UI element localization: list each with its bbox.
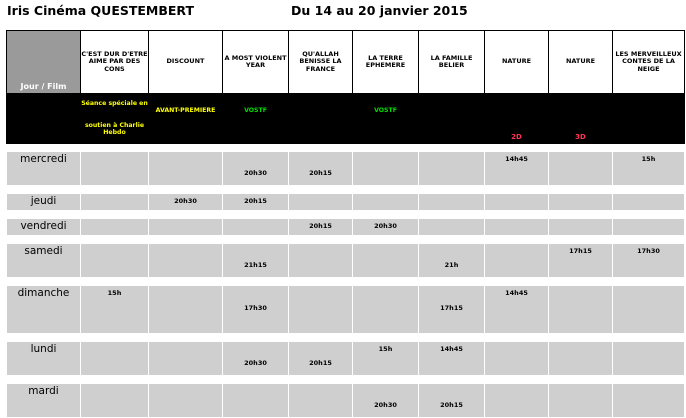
separator-cell: [353, 334, 419, 342]
showtime-cell: [419, 286, 485, 334]
info-cell: [353, 94, 419, 144]
showtime-cell: [81, 244, 149, 278]
showtime-cell: [485, 384, 549, 418]
showtime-cell: [485, 219, 549, 236]
showtime-cell: [419, 384, 485, 418]
separator-cell: [223, 236, 289, 244]
film-title: LA TERRE EPHEMERE: [353, 31, 419, 94]
showtime: 15h: [378, 345, 393, 353]
showtime-cell: [223, 194, 289, 211]
showtime-cell: [289, 342, 353, 376]
separator-cell: [7, 334, 81, 342]
showtime: [289, 300, 352, 328]
showtime: [613, 166, 684, 180]
showtime: 17h15: [569, 247, 592, 255]
showtime: 20h15: [244, 197, 267, 205]
showtime: 21h15: [244, 261, 267, 269]
showtime: [81, 342, 148, 356]
separator-cell: [419, 376, 485, 384]
row-separator: [7, 144, 685, 152]
showtime: [485, 219, 548, 233]
showtime: 20h30: [244, 359, 267, 367]
day-row-samedi: [7, 244, 685, 278]
separator-cell: [7, 211, 81, 219]
showtime-cell: [353, 286, 419, 334]
film-header-row: [7, 31, 685, 94]
showtime: [149, 166, 222, 180]
showtime: [485, 166, 548, 180]
showtime: [549, 166, 612, 180]
separator-cell: [353, 186, 419, 194]
showtime: [149, 342, 222, 356]
info-cell: [613, 94, 685, 144]
day-name: samedi: [7, 244, 81, 278]
day-row-mardi: [7, 384, 685, 418]
showtime-cell: [419, 219, 485, 236]
showtime: [485, 300, 548, 328]
showtime: [289, 152, 352, 166]
showtime: [81, 244, 148, 258]
showtime: [419, 286, 484, 300]
showtime-cell: [613, 286, 685, 334]
showtime: 17h30: [637, 247, 660, 255]
separator-cell: [549, 236, 613, 244]
separator-cell: [485, 236, 549, 244]
separator-cell: [419, 334, 485, 342]
showtime-cell: [549, 152, 613, 186]
day-row-dimanche: [7, 286, 685, 334]
separator-cell: [223, 144, 289, 152]
showtime: [613, 286, 684, 300]
showtime: [485, 384, 548, 398]
separator-cell: [81, 186, 149, 194]
showtime-cell: [81, 219, 149, 236]
special-line-2: soutien à Charlie Hebdo: [84, 122, 145, 136]
showtime: [613, 384, 684, 398]
separator-cell: [549, 376, 613, 384]
showtime: [549, 219, 612, 233]
showtime: [223, 219, 288, 233]
corner-label: Jour / Film: [7, 31, 81, 94]
showtime-cell: [81, 384, 149, 418]
day-name: vendredi: [7, 219, 81, 236]
showtime-cell: [223, 384, 289, 418]
showtime-cell: [353, 342, 419, 376]
separator-cell: [353, 236, 419, 244]
separator-cell: [223, 186, 289, 194]
separator-cell: [613, 236, 685, 244]
showtime-cell: [223, 152, 289, 186]
separator-cell: [81, 334, 149, 342]
film-title: LES MERVEILLEUX CONTES DE LA NEIGE: [613, 31, 685, 94]
vostf-badge: VOSTF: [244, 107, 267, 114]
showtime-cell: [289, 219, 353, 236]
showtime-cell: [149, 219, 223, 236]
separator-cell: [81, 236, 149, 244]
showtime-cell: [289, 152, 353, 186]
showtime: [223, 286, 288, 300]
showtime-cell: [549, 194, 613, 211]
separator-cell: [289, 144, 353, 152]
showtime-cell: [223, 286, 289, 334]
showtime: 14h45: [440, 345, 463, 353]
showtime: 15h: [107, 289, 122, 297]
separator-cell: [419, 236, 485, 244]
day-name: lundi: [7, 342, 81, 376]
separator-cell: [549, 211, 613, 219]
showtime: [149, 356, 222, 370]
showtime: [485, 342, 548, 356]
showtime: 20h30: [374, 401, 397, 409]
separator-cell: [149, 186, 223, 194]
separator-cell: [7, 186, 81, 194]
showtime: 20h15: [309, 222, 332, 230]
film-title: C'EST DUR D'ETRE AIME PAR DES CONS: [81, 31, 149, 94]
showtime: [419, 152, 484, 166]
showtime: [485, 244, 548, 258]
showtime: [613, 342, 684, 356]
showtime: [353, 194, 418, 208]
showtime-cell: [419, 342, 485, 376]
showtime: [549, 258, 612, 272]
showtime: [223, 384, 288, 398]
separator-cell: [289, 211, 353, 219]
showtime-cell: [81, 286, 149, 334]
separator-cell: [7, 376, 81, 384]
showtime: [613, 300, 684, 328]
showtime: [81, 166, 148, 180]
showtime: [289, 342, 352, 356]
day-row-lundi: [7, 342, 685, 376]
showtime: 17h15: [440, 304, 463, 312]
showtime: [81, 194, 148, 208]
row-separator: [7, 236, 685, 244]
separator-cell: [149, 211, 223, 219]
separator-cell: [81, 211, 149, 219]
showtime-cell: [485, 152, 549, 186]
showtime: [149, 244, 222, 258]
showtime-cell: [419, 244, 485, 278]
info-cell-empty: [7, 94, 81, 144]
showtime: [289, 258, 352, 272]
showtime-cell: [419, 152, 485, 186]
showtime-cell: [613, 152, 685, 186]
showtime: [289, 194, 352, 208]
showtime: 20h30: [374, 222, 397, 230]
showtime-cell: [549, 219, 613, 236]
separator-cell: [419, 211, 485, 219]
showtime: [149, 152, 222, 166]
separator-cell: [149, 144, 223, 152]
day-name: jeudi: [7, 194, 81, 211]
schedule-table: [6, 30, 685, 418]
day-row-jeudi: [7, 194, 685, 211]
showtime: [485, 356, 548, 370]
showtime: 20h30: [244, 169, 267, 177]
showtime-cell: [549, 286, 613, 334]
info-cell: [289, 94, 353, 144]
showtime: [353, 384, 418, 398]
showtime-cell: [81, 152, 149, 186]
vostf-badge: VOSTF: [374, 107, 397, 114]
separator-cell: [289, 334, 353, 342]
separator-cell: [7, 236, 81, 244]
separator-cell: [289, 376, 353, 384]
showtime-cell: [613, 219, 685, 236]
showtime: 15h: [641, 155, 656, 163]
showtime: [353, 286, 418, 300]
showtime-cell: [149, 342, 223, 376]
showtime: [613, 258, 684, 272]
showtime-cell: [419, 194, 485, 211]
showtime: [613, 219, 684, 233]
separator-cell: [353, 278, 419, 286]
showtime-cell: [353, 384, 419, 418]
showtime: [353, 300, 418, 328]
showtime: [419, 166, 484, 180]
day-name: mardi: [7, 384, 81, 418]
showtime: [419, 244, 484, 258]
showtime-cell: [149, 384, 223, 418]
showtime: [149, 286, 222, 300]
separator-cell: [223, 334, 289, 342]
showtime: [549, 300, 612, 328]
film-info-row: [7, 94, 685, 144]
showtime-cell: [81, 194, 149, 211]
row-separator: [7, 334, 685, 342]
showtime: [353, 152, 418, 166]
film-title: QU'ALLAH BENISSE LA FRANCE: [289, 31, 353, 94]
showtime: [419, 219, 484, 233]
showtime: [81, 219, 148, 233]
showtime: [549, 286, 612, 300]
separator-cell: [613, 211, 685, 219]
separator-cell: [613, 278, 685, 286]
showtime-cell: [149, 286, 223, 334]
showtime-cell: [549, 342, 613, 376]
showtime-cell: [289, 286, 353, 334]
showtime-cell: [289, 194, 353, 211]
separator-cell: [485, 186, 549, 194]
showtime: [289, 244, 352, 258]
info-cell: [419, 94, 485, 144]
showtime: [485, 258, 548, 272]
showtime: 14h45: [505, 155, 528, 163]
separator-cell: [419, 278, 485, 286]
showtime: [353, 356, 418, 370]
film-title: DISCOUNT: [149, 31, 223, 94]
showtime-cell: [549, 244, 613, 278]
showtime: [549, 194, 612, 208]
separator-cell: [7, 144, 81, 152]
showtime-cell: [149, 194, 223, 211]
row-separator: [7, 211, 685, 219]
showtime-cell: [353, 244, 419, 278]
showtime-cell: [549, 384, 613, 418]
showtime-cell: [149, 244, 223, 278]
showtime: [485, 194, 548, 208]
showtime-cell: [613, 244, 685, 278]
date-range: Du 14 au 20 janvier 2015: [291, 3, 468, 18]
separator-cell: [289, 278, 353, 286]
separator-cell: [549, 334, 613, 342]
showtime: 20h15: [440, 401, 463, 409]
separator-cell: [613, 334, 685, 342]
day-name: dimanche: [7, 286, 81, 334]
showtime: [549, 398, 612, 412]
showtime-cell: [223, 244, 289, 278]
showtime: [613, 356, 684, 370]
info-cell: [81, 94, 149, 144]
info-cell: [149, 94, 223, 144]
separator-cell: [419, 186, 485, 194]
showtime: [353, 166, 418, 180]
separator-cell: [353, 144, 419, 152]
row-separator: [7, 376, 685, 384]
separator-cell: [81, 278, 149, 286]
showtime: [149, 219, 222, 233]
separator-cell: [613, 144, 685, 152]
showtime: [81, 152, 148, 166]
showtime-cell: [149, 152, 223, 186]
showtime: [289, 398, 352, 412]
showtime-cell: [81, 342, 149, 376]
showtime-cell: [289, 384, 353, 418]
showtime-cell: [223, 219, 289, 236]
showtime: [289, 286, 352, 300]
showtime: [549, 356, 612, 370]
showtime: 20h30: [174, 197, 197, 205]
showtime-cell: [223, 342, 289, 376]
separator-cell: [149, 376, 223, 384]
showtime: [149, 384, 222, 398]
separator-cell: [549, 144, 613, 152]
separator-cell: [149, 236, 223, 244]
showtime: [485, 398, 548, 412]
showtime: 14h45: [505, 289, 528, 297]
showtime: [419, 356, 484, 370]
separator-cell: [223, 211, 289, 219]
separator-cell: [149, 278, 223, 286]
showtime: 17h30: [244, 304, 267, 312]
cinema-name: Iris Cinéma QUESTEMBERT: [7, 3, 195, 18]
separator-cell: [7, 278, 81, 286]
separator-cell: [81, 376, 149, 384]
showtime: [223, 342, 288, 356]
separator-cell: [149, 334, 223, 342]
separator-cell: [613, 186, 685, 194]
showtime-cell: [289, 244, 353, 278]
separator-cell: [289, 186, 353, 194]
row-separator: [7, 186, 685, 194]
info-cell: [223, 94, 289, 144]
separator-cell: [419, 144, 485, 152]
separator-cell: [485, 144, 549, 152]
showtime: [81, 384, 148, 398]
film-title: A MOST VIOLENT YEAR: [223, 31, 289, 94]
showtime-cell: [485, 342, 549, 376]
showtime: 20h15: [309, 169, 332, 177]
showtime: [289, 384, 352, 398]
info-cell: [549, 94, 613, 144]
showtime-cell: [485, 194, 549, 211]
showtime: [149, 258, 222, 272]
3d-badge: 3D: [575, 133, 586, 141]
showtime: [549, 384, 612, 398]
showtime: [223, 244, 288, 258]
showtime-cell: [613, 384, 685, 418]
day-row-vendredi: [7, 219, 685, 236]
separator-cell: [81, 144, 149, 152]
showtime: [419, 194, 484, 208]
showtime: 20h15: [309, 359, 332, 367]
showtime-cell: [353, 219, 419, 236]
showtime: [223, 152, 288, 166]
separator-cell: [613, 376, 685, 384]
showtime: [81, 356, 148, 370]
showtime-cell: [485, 286, 549, 334]
showtime: [81, 300, 148, 328]
separator-cell: [223, 376, 289, 384]
separator-cell: [485, 376, 549, 384]
separator-cell: [549, 186, 613, 194]
separator-cell: [289, 236, 353, 244]
showtime: 21h: [444, 261, 459, 269]
showtime: [549, 152, 612, 166]
showtime: [419, 384, 484, 398]
showtime: [223, 398, 288, 412]
2d-badge: 2D: [511, 133, 522, 141]
special-screening-note: [81, 100, 148, 136]
showtime: [149, 300, 222, 328]
row-separator: [7, 278, 685, 286]
showtime-cell: [485, 244, 549, 278]
separator-cell: [223, 278, 289, 286]
showtime: [613, 194, 684, 208]
showtime-cell: [353, 152, 419, 186]
day-name: mercredi: [7, 152, 81, 186]
showtime: [353, 244, 418, 258]
separator-cell: [485, 211, 549, 219]
film-title: LA FAMILLE BELIER: [419, 31, 485, 94]
special-line-1: Séance spéciale en: [81, 100, 148, 107]
film-title: NATURE: [485, 31, 549, 94]
showtime: [549, 342, 612, 356]
info-cell: [485, 94, 549, 144]
separator-cell: [353, 211, 419, 219]
showtime: [149, 398, 222, 412]
separator-cell: [549, 278, 613, 286]
separator-cell: [485, 334, 549, 342]
film-title: NATURE: [549, 31, 613, 94]
separator-cell: [353, 376, 419, 384]
showtime-cell: [613, 194, 685, 211]
showtime: [81, 258, 148, 272]
showtime: [613, 398, 684, 412]
showtime: [81, 398, 148, 412]
preview-badge: AVANT-PREMIERE: [155, 107, 216, 114]
showtime: [353, 258, 418, 272]
separator-cell: [485, 278, 549, 286]
showtime-cell: [353, 194, 419, 211]
showtime-cell: [613, 342, 685, 376]
day-row-mercredi: [7, 152, 685, 186]
